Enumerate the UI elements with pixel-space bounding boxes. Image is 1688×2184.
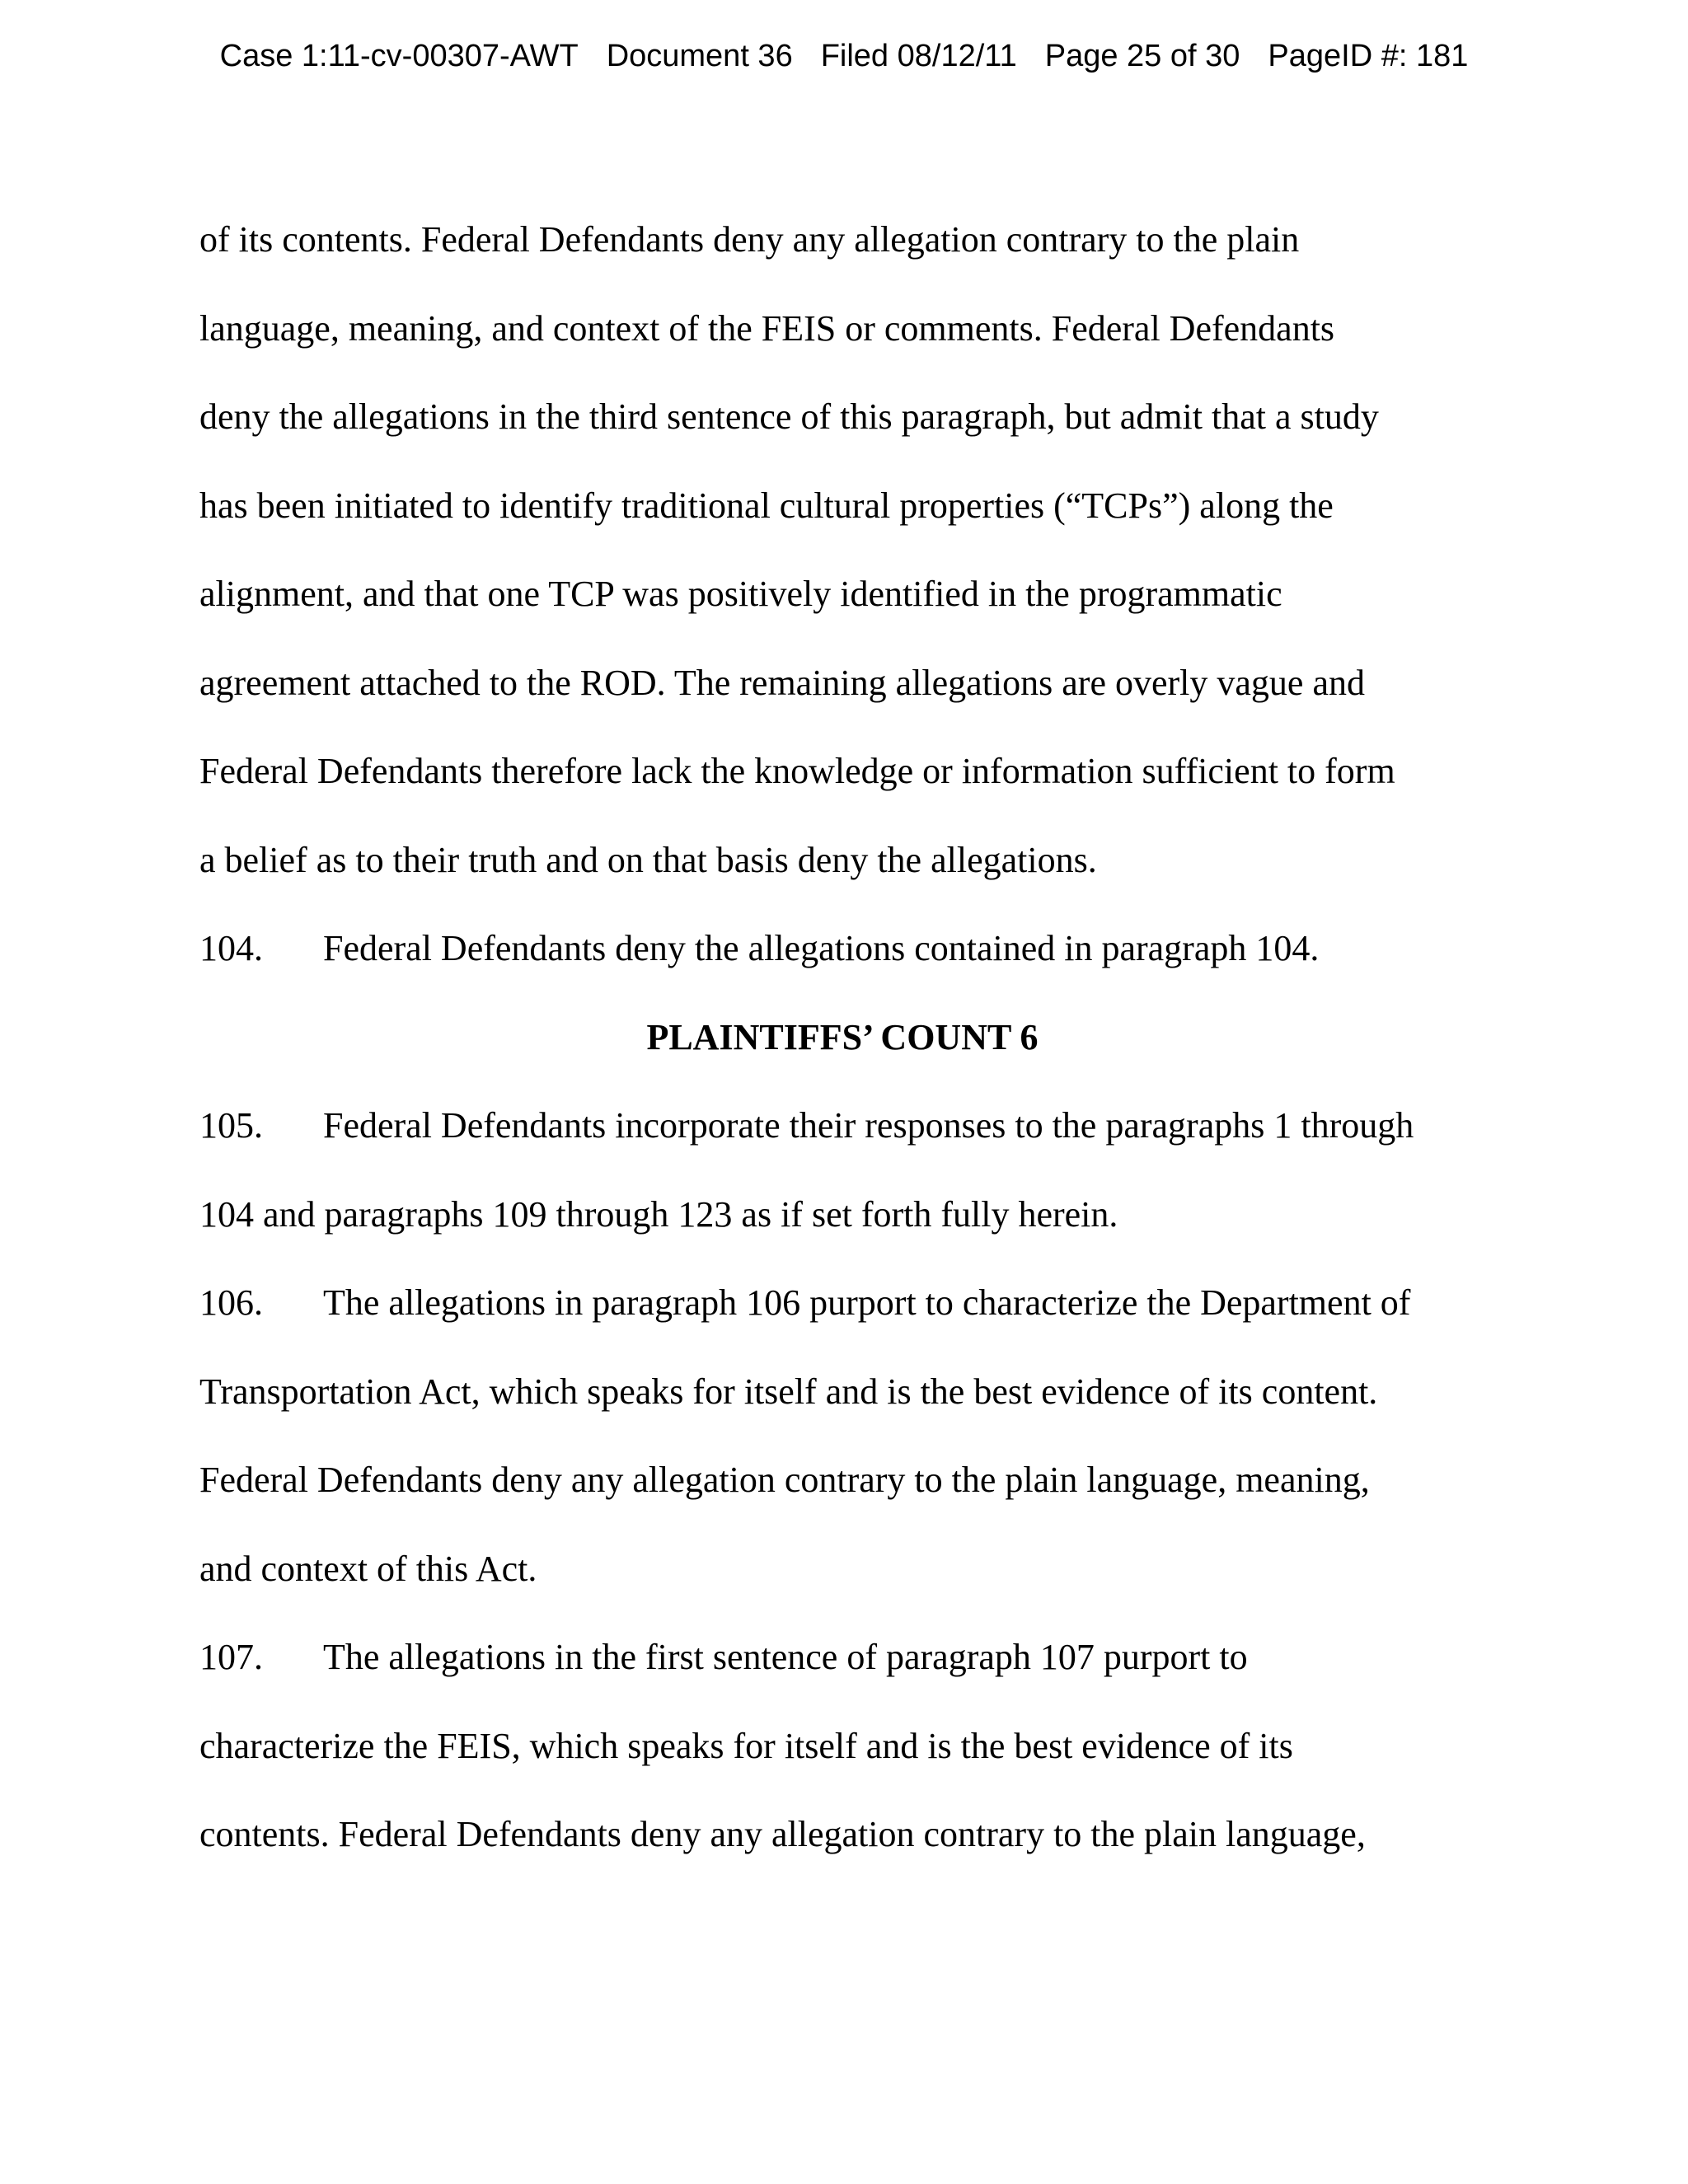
document-number: Document 36: [606, 39, 793, 73]
paragraph-number: 106.: [199, 1282, 263, 1323]
paragraph-106: [199, 1258, 1518, 1347]
paragraph-103-line: a belief as to their truth and on that basis deny the allegations.: [199, 839, 1097, 880]
paragraph-103-line: of its contents. Federal Defendants deny any allegation contrary to the plain: [199, 219, 1300, 260]
paragraph-number: 104.: [199, 928, 263, 968]
paragraph-103-line: Federal Defendants therefore lack the knowledge or information sufficient to form: [199, 751, 1395, 791]
paragraph-106-line: and context of this Act.: [199, 1548, 537, 1589]
paragraph-107-line: characterize the FEIS, which speaks for itself and is the best evidence of its: [199, 1725, 1293, 1766]
page-count: Page 25 of 30: [1044, 39, 1240, 73]
paragraph-103-line: deny the allegations in the third sentence of this paragraph, but admit that a study: [199, 396, 1379, 437]
paragraph-text: The allegations in paragraph 106 purport to characterize the Department of: [323, 1282, 1411, 1323]
paragraph-107-line: contents. Federal Defendants deny any allegation contrary to the plain language,: [199, 1814, 1366, 1854]
paragraph-103-line: language, meaning, and context of the FEIS or comments. Federal Defendants: [199, 307, 1335, 349]
filed-date: Filed 08/12/11: [820, 39, 1017, 73]
paragraph-106-line: Federal Defendants deny any allegation contrary to the plain language, meaning,: [199, 1460, 1370, 1500]
paragraph-103-line: has been initiated to identify traditional cultural properties (“TCPs”) along the: [199, 485, 1334, 526]
court-filing-header: [0, 36, 1688, 76]
paragraph-number: 105.: [199, 1105, 263, 1146]
case-number: Case 1:11-cv-00307-AWT: [219, 39, 579, 73]
paragraph-text: The allegations in the first sentence of paragraph 107 purport to: [323, 1637, 1248, 1677]
paragraph-103-line: alignment, and that one TCP was positively identified in the programmatic: [199, 574, 1282, 614]
page-id: PageID #: 181: [1268, 39, 1469, 73]
paragraph-104: [199, 904, 1518, 993]
document-body: [199, 195, 1518, 1879]
paragraph-107: [199, 1613, 1518, 1702]
paragraph-text: Federal Defendants deny the allegations contained in paragraph 104.: [323, 928, 1320, 968]
paragraph-106-line: Transportation Act, which speaks for itself and is the best evidence of its content.: [199, 1371, 1378, 1412]
paragraph-105: [199, 1081, 1518, 1170]
paragraph-number: 107.: [199, 1637, 263, 1677]
paragraph-text: Federal Defendants incorporate their responses to the paragraphs 1 through: [323, 1105, 1414, 1146]
section-heading: PLAINTIFFS’ COUNT 6: [646, 1016, 1039, 1057]
paragraph-103-line: agreement attached to the ROD. The remaining allegations are overly vague and: [199, 662, 1365, 703]
paragraph-105-line: 104 and paragraphs 109 through 123 as if set forth fully herein.: [199, 1193, 1118, 1235]
